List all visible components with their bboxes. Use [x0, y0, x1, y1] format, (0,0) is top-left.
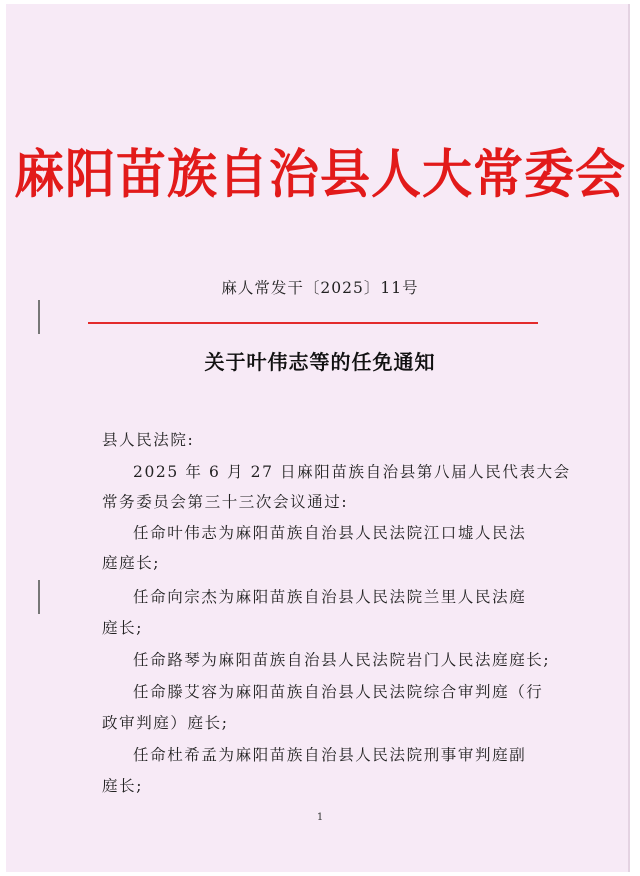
body-line: 2025 年 6 月 27 日麻阳苗族自治县第八届人民代表大会: [133, 463, 571, 481]
body-line: 任命叶伟志为麻阳苗族自治县人民法院江口墟人民法: [133, 524, 527, 542]
body-line: 任命杜希孟为麻阳苗族自治县人民法院刑事审判庭副: [133, 746, 527, 764]
body-line: 政审判庭）庭长;: [102, 714, 229, 732]
letterhead: 麻阳苗族自治县人大常委会: [14, 143, 626, 205]
document-number: 麻人常发干〔2025〕11号: [221, 279, 419, 297]
body-line: 庭庭长;: [102, 554, 161, 572]
body-line: 庭长;: [102, 619, 144, 637]
salutation: 县人民法院:: [102, 431, 195, 449]
body-line: 庭长;: [102, 777, 144, 795]
body-line: 任命滕艾容为麻阳苗族自治县人民法院综合审判庭（行: [133, 683, 544, 701]
document-page: [6, 4, 630, 872]
body-line: 任命向宗杰为麻阳苗族自治县人民法院兰里人民法庭: [133, 588, 527, 606]
binding-mark-top: [38, 300, 40, 334]
page-number: 1: [316, 812, 324, 823]
binding-mark-bottom: [38, 580, 40, 614]
red-divider: [88, 322, 538, 324]
body-line: 任命路琴为麻阳苗族自治县人民法院岩门人民法庭庭长;: [133, 651, 551, 669]
document-title: 关于叶伟志等的任免通知: [204, 350, 436, 374]
body-line: 常务委员会第三十三次会议通过:: [102, 493, 349, 511]
